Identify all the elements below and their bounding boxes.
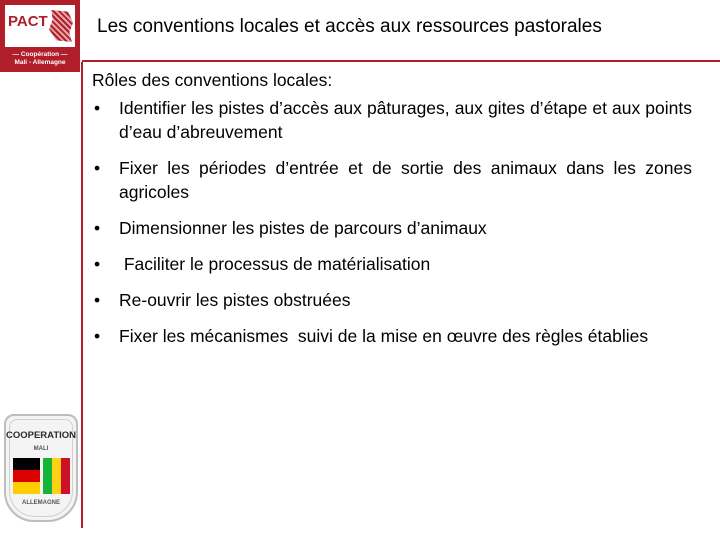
cooperation-badge [4,414,78,522]
bullet-icon: • [94,218,101,238]
list-item [92,288,692,312]
list-item-text: Fixer les mécanismes suivi de la mise en œuvre des règles établies [119,326,649,346]
bullet-list [92,96,692,348]
list-item-text: Faciliter le processus de matérialisation [119,254,431,274]
list-item [92,324,692,348]
title-divider [82,60,720,62]
flag-stripe [13,482,40,494]
list-item [92,96,692,144]
list-item-text: Fixer les périodes d’entrée et de sortie des animaux dans les zones agricoles [119,158,692,202]
bullet-icon: • [94,158,101,178]
flag-stripe [61,458,70,494]
list-item [92,216,692,240]
list-item-text: Re-ouvrir les pistes obstruées [119,290,351,310]
list-item-text: Identifier les pistes d’accès aux pâturages, aux gites d’étape et aux points d’eau d’abreuvement [119,98,692,142]
flag-stripe [13,458,40,470]
flag-stripe [13,470,40,482]
slide-body [92,68,692,360]
mali-flag-icon [43,458,70,494]
section-heading: Rôles des conventions locales: [92,70,333,90]
list-item-text: Dimensionner les pistes de parcours d’animaux [119,218,487,238]
badge-title: COOPERATION [6,430,77,441]
pact-logo-top [4,4,76,48]
pact-logo-word: PACT [8,13,48,30]
pact-logo-line1: — Coopération — [12,51,68,58]
badge-country-mali: MALI [33,446,49,452]
pact-logo [0,0,80,72]
pact-logo-line2: Mali - Allemagne [14,59,66,66]
slide-title: Les conventions locales et accès aux ressources pastorales [97,16,602,37]
list-item [92,156,692,204]
badge-country-germany: ALLEMAGNE [22,500,60,506]
flag-stripe [43,458,52,494]
left-divider [81,62,83,528]
bullet-icon: • [94,290,101,310]
germany-flag-icon [13,458,40,494]
mali-map-icon [49,10,73,42]
bullet-icon: • [94,98,101,118]
bullet-icon: • [94,326,101,346]
list-item [92,252,692,276]
flag-stripe [52,458,61,494]
bullet-icon: • [94,254,101,274]
